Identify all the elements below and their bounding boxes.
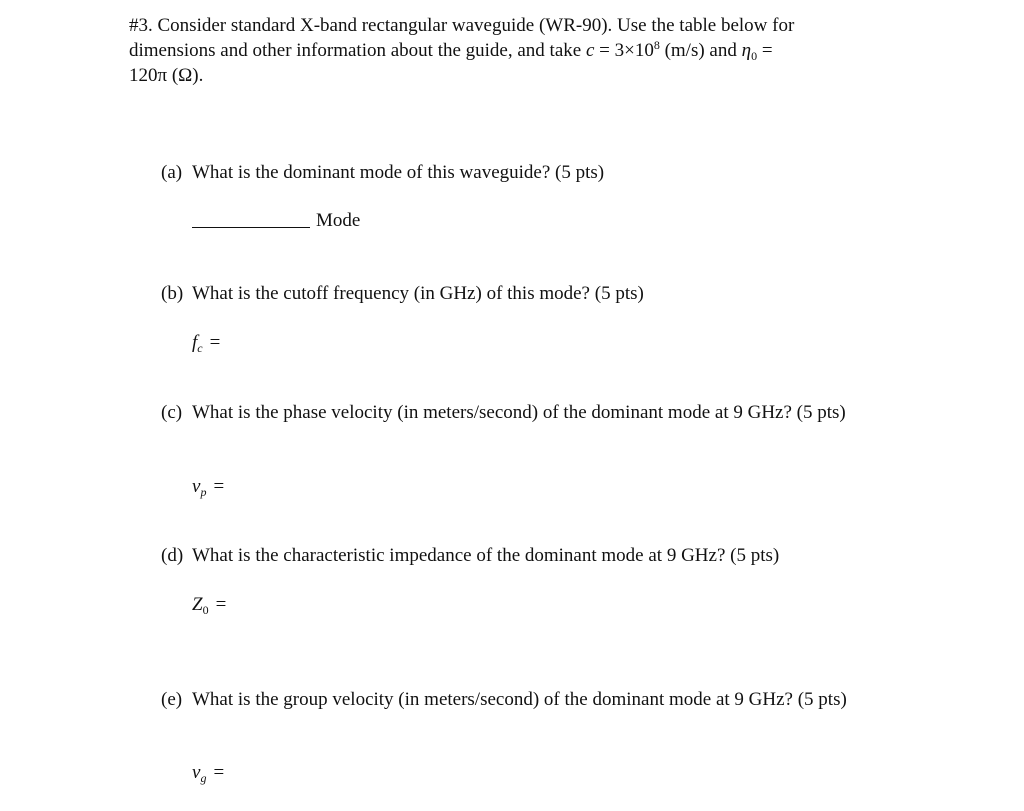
problem-number: #3.: [129, 15, 153, 36]
question-d: [161, 544, 881, 568]
answer-blank[interactable]: [192, 209, 310, 228]
question-text: What is the characteristic impedance of the dominant mode at 9 GHz? (5 pts): [192, 545, 780, 566]
question-label: (d): [161, 545, 184, 566]
question-c: [161, 401, 881, 425]
question-label: (c): [161, 402, 183, 423]
problem-line-2: dimensions and other information about the guide, and take $c = 3\times 10^8$ (m/s) and $\eta_0$ =: [129, 37, 773, 63]
question-label: (a): [161, 162, 183, 183]
answer-c[interactable]: $v_p$ =: [192, 476, 225, 499]
question-text: What is the cutoff frequency (in GHz) of this mode? (5 pts): [192, 283, 644, 304]
answer-suffix: Mode: [316, 210, 361, 231]
question-b: [161, 282, 881, 306]
question-label: (e): [161, 689, 183, 710]
question-text: What is the group velocity (in meters/second) of the dominant mode at 9 GHz? (5 pts): [192, 689, 847, 710]
problem-statement: [129, 14, 889, 89]
question-e: [161, 688, 881, 712]
question-text: What is the dominant mode of this waveguide? (5 pts): [192, 162, 605, 183]
answer-d[interactable]: $Z_0$ =: [192, 594, 227, 617]
answer-e[interactable]: $v_g$ =: [192, 762, 225, 785]
problem-line-3: 120π (Ω).: [129, 65, 204, 86]
problem-line-1: #3. Consider standard X-band rectangular waveguide (WR-90). Use the table below for: [129, 15, 795, 36]
answer-b[interactable]: $f_c$ =: [192, 332, 221, 355]
question-label: (b): [161, 283, 184, 304]
question-a: [161, 161, 881, 185]
question-text: What is the phase velocity (in meters/second) of the dominant mode at 9 GHz? (5 pts): [192, 402, 846, 423]
answer-a: [192, 209, 360, 233]
